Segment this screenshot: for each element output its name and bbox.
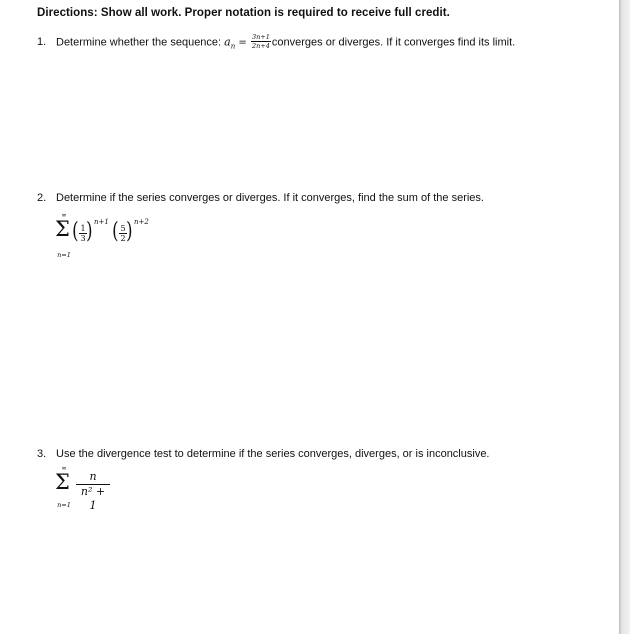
- sum-upper-limit: ∞: [61, 464, 67, 472]
- problem-1-text-after: converges or diverges. If it converges find its limit.: [271, 36, 516, 49]
- sigma-symbol: Σ: [55, 217, 70, 241]
- term1-numerator: 1: [80, 224, 86, 233]
- equals-sign: =: [235, 37, 250, 49]
- sequence-symbol: a: [224, 35, 231, 49]
- term2-exponent: n+2: [134, 218, 149, 226]
- term1-denominator: 3: [80, 234, 86, 243]
- problem-2-number: 2.: [37, 192, 47, 204]
- term-fraction: [76, 470, 110, 513]
- sequence-fraction: [251, 33, 271, 50]
- sequence-fraction-numerator: 3n+1: [251, 33, 270, 41]
- sum-lower-limit: n=1: [57, 501, 71, 509]
- sigma-symbol: Σ: [55, 470, 70, 494]
- problem-2: [37, 192, 484, 204]
- sequence-subscript: n: [230, 42, 236, 51]
- sum-lower-limit: n=1: [57, 251, 71, 259]
- term2-denominator: 2: [120, 234, 126, 243]
- sum-upper-limit: ∞: [61, 211, 67, 219]
- right-paren-1: ): [86, 219, 93, 244]
- problem-3: [37, 448, 490, 460]
- problem-1-text-before: Determine whether the sequence:: [56, 36, 225, 49]
- problem-2-series: [54, 211, 164, 263]
- left-paren-1: (: [72, 219, 79, 244]
- term2-numerator: 5: [120, 224, 126, 233]
- term-numerator: n: [76, 470, 110, 485]
- page-edge-shadow: [619, 0, 630, 634]
- problem-3-number: 3.: [37, 448, 47, 460]
- problem-3-text: Use the divergence test to determine if the series converges, diverges, or is inconclusive.: [56, 448, 490, 460]
- right-paren-2: ): [126, 219, 133, 244]
- problem-1-number: 1.: [37, 36, 47, 49]
- term-denominator: n² + 1: [80, 485, 106, 512]
- sequence-fraction-denominator: 2n+4: [251, 42, 270, 50]
- directions-heading: Directions: Show all work. Proper notation is required to receive full credit.: [37, 7, 450, 19]
- term1-exponent: n+1: [94, 218, 109, 226]
- problem-1: [37, 34, 515, 51]
- left-paren-2: (: [112, 219, 119, 244]
- problem-3-series: [54, 464, 144, 514]
- problem-2-text: Determine if the series converges or diverges. If it converges, find the sum of the series.: [56, 192, 484, 204]
